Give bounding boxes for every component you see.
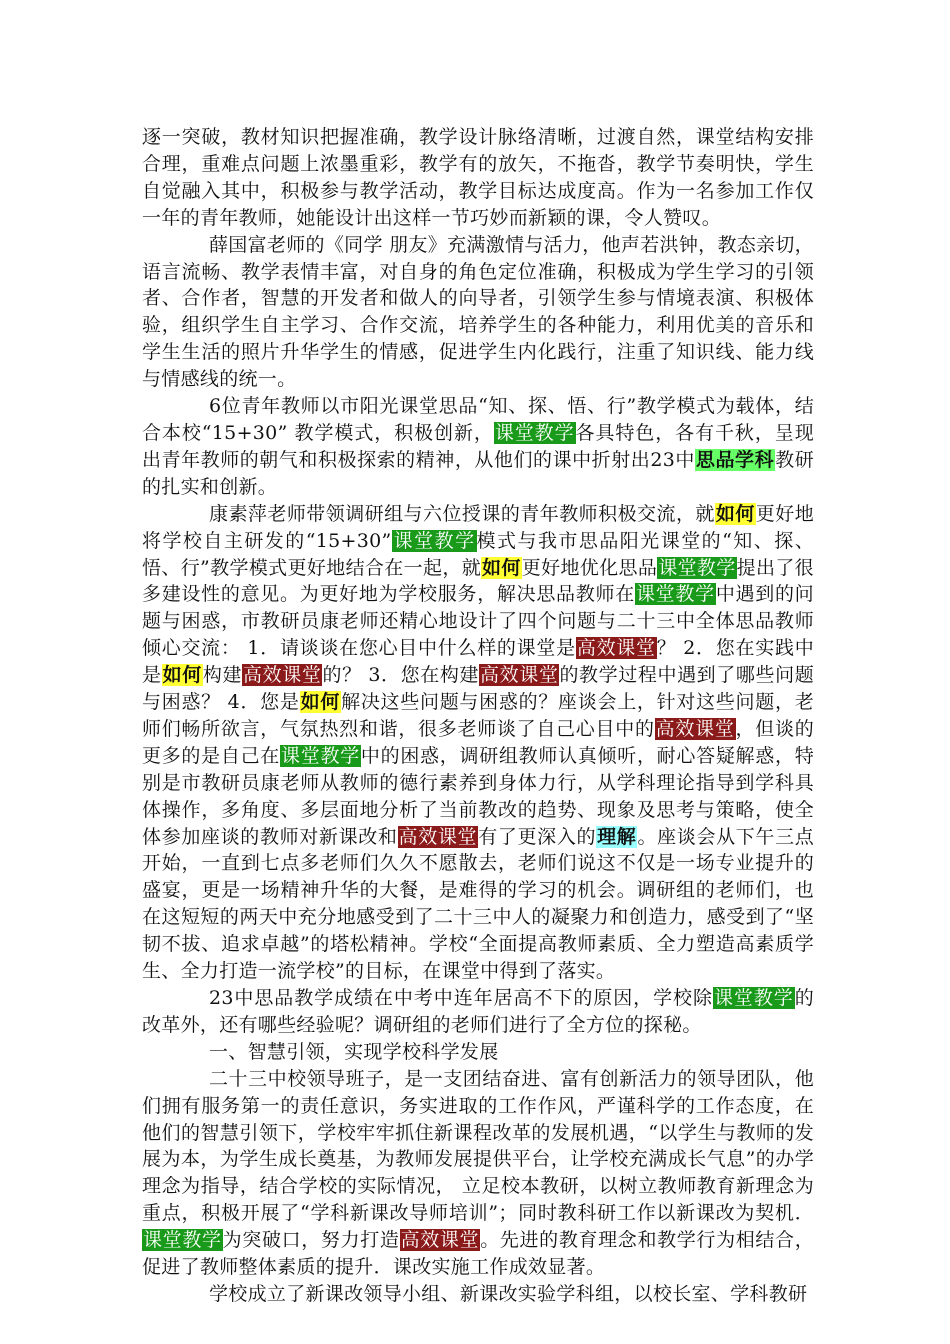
text-run: 23中思品教学成绩在中考中连年居高不下的原因，学校除 — [209, 987, 713, 1009]
text-run: 逐一突破，教材知识把握准确，教学设计脉络清晰，过渡自然，课堂结构安排合理，重难点问题上浓墨重彩，教学有的放矢，不拖沓，教学节奏明快，学生自觉融入其中，积极参与教学活动，教学目标达成度高。作为一名参加工作仅一年的青年教师，她能设计出这样一节巧妙而新颖的课，令人赞叹。 — [142, 126, 814, 229]
highlighted-keyword: 课堂教学 — [635, 583, 715, 606]
highlighted-keyword: 如何 — [715, 502, 755, 525]
paragraph — [142, 232, 814, 393]
text-run: 一、智慧引领，实现学校科学发展 — [209, 1040, 499, 1063]
text-run: 二十三中校领导班子，是一支团结奋进、富有创新活力的领导团队，他们拥有服务第一的责任意识，务实进取的工作作风，严谨科学的工作态度，在他们的智慧引领下，学校牢牢抓住新课程改革的发展机遇，“以学生与教师的发展为本，为学生成长奠基，为教师发展提供平台，让学校充满成长气息”的办学理念为指导，结合学校的实际情况， 立足校本教研，以树立教师教育新理念为重点，积极开展了“学科新课改导师培训”；同时教科研工作以新课改为契机． — [142, 1067, 814, 1225]
highlighted-keyword: 理解 — [597, 825, 637, 848]
highlighted-keyword: 高效课堂 — [576, 637, 656, 660]
paragraph — [142, 985, 814, 1039]
text-run: 的教学过程中遇到了哪些问题与困惑？ 4．您是 — [142, 664, 814, 714]
highlighted-keyword: 高效课堂 — [400, 1229, 480, 1252]
paragraph — [142, 1039, 814, 1066]
paragraph — [142, 393, 814, 501]
text-run: 学校成立了新课改领导小组、新课改实验学科组，以校长室、学科教研 — [209, 1282, 808, 1305]
text-run: 为突破口，努力打造 — [222, 1229, 400, 1252]
highlighted-keyword: 课堂教学 — [658, 556, 736, 579]
text-run: 。座谈会从下午三点开始，一直到七点多老师们久久不愿散去，老师们说这不仅是一场专业提升的盛宴，更是一场精神升华的大餐，是难得的学习的机会。调研组的老师们，也在这短短的两天中充分地感受到了二十三中人的凝聚力和创造力，感受到了“坚韧不拔、追求卓越”的塔松精神。学校“全面提高教师素质、全力塑造高素质学生、全力打造一流学校”的目标，在课堂中得到了落实。 — [142, 825, 815, 983]
highlighted-keyword: 高效课堂 — [480, 664, 559, 687]
highlighted-keyword: 高效课堂 — [243, 664, 322, 687]
text-run: 教研的扎实和创新。 — [142, 448, 814, 498]
text-run: 6位青年教师以市阳光课堂思品“知、探、悟、行”教学模式为载体，结合本校“15+30” 教学模式，积极创新， — [142, 395, 814, 444]
text-run: 提出了很多建设性的意见。为更好地为学校服务，解决思品教师在 — [142, 556, 814, 606]
highlighted-keyword: 课堂教学 — [281, 744, 360, 767]
text-run: 康素萍老师带领调研组与六位授课的青年教师积极交流，就 — [209, 502, 715, 525]
highlighted-keyword: 如何 — [162, 664, 202, 687]
text-run: 薛国富老师的《同学 朋友》充满激情与活力，他声若洪钟，教态亲切，语言流畅、教学表情丰富，对自身的角色定位准确，积极成为学生学习的引领者、合作者，智慧的开发者和做人的向导者，引领学生参与情境表演、积极体验，组织学生自主学习、合作交流，培养学生的各种能力，利用优美的音乐和学生生活的照片升华学生的情感，促进学生内化践行，注重了知识线、能力线与情感线的统一。 — [142, 233, 814, 391]
text-run: 的？ 3．您在构建 — [322, 664, 480, 687]
text-run: 。先进的教育理念和教学行为相结合，促进了教师整体素质的提升．课改实施工作成效显著。 — [142, 1229, 815, 1279]
text-run: 构建 — [202, 664, 243, 687]
text-run: 各具特色，各有千秋，呈现出青年教师的朝气和积极探索的精神，从他们的课中折射出23中 — [142, 421, 814, 471]
paragraph — [142, 124, 814, 232]
highlighted-keyword: 课堂教学 — [494, 421, 575, 444]
text-run: 的改革外，还有哪些经验呢？调研组的老师们进行了全方位的探秘。 — [142, 987, 815, 1036]
highlighted-keyword: 课堂教学 — [392, 529, 476, 552]
paragraph — [142, 1066, 814, 1281]
highlighted-keyword: 如何 — [300, 691, 341, 714]
highlighted-keyword: 高效课堂 — [398, 825, 478, 848]
highlighted-keyword: 课堂教学 — [143, 1229, 222, 1252]
paragraph — [142, 1281, 814, 1308]
text-run: ？ 2．您在实践中是 — [142, 637, 814, 687]
text-run: 有了更深入的 — [478, 825, 597, 848]
text-run: 模式与我市思品阳光课堂的“知、探、悟、行”教学模式更好地结合在一起，就 — [142, 529, 814, 579]
text-run: 中遇到的问题与困惑，市教研员康老师还精心地设计了四个问题与二十三中全体思品教师倾心交流： 1．请谈谈在您心目中什么样的课堂是 — [142, 583, 814, 660]
text-run: 更好地优化思品 — [521, 556, 658, 579]
highlighted-keyword: 课堂教学 — [713, 987, 794, 1009]
paragraph — [142, 501, 814, 985]
highlighted-keyword: 如何 — [482, 556, 521, 579]
highlighted-keyword: 高效课堂 — [655, 717, 735, 740]
document-body — [142, 124, 814, 1308]
highlighted-keyword: 思品学科 — [695, 448, 775, 471]
text-run: ，但谈的更多的是自己在 — [142, 717, 815, 767]
text-run: 解决这些问题与困惑的？座谈会上，针对这些问题，老师们畅所欲言，气氛热烈和谐，很多老师谈了自己心目中的 — [142, 691, 814, 740]
text-run: 更好地将学校自主研发的“15+30” — [142, 502, 814, 552]
text-run: 中的困惑，调研组教师认真倾听，耐心答疑解惑，特别是市教研员康老师从教师的德行素养到身体力行，从学科理论指导到学科具体操作，多角度、多层面地分析了当前教改的趋势、现象及思考与策略，使全体参加座谈的教师对新课改和 — [142, 744, 814, 848]
